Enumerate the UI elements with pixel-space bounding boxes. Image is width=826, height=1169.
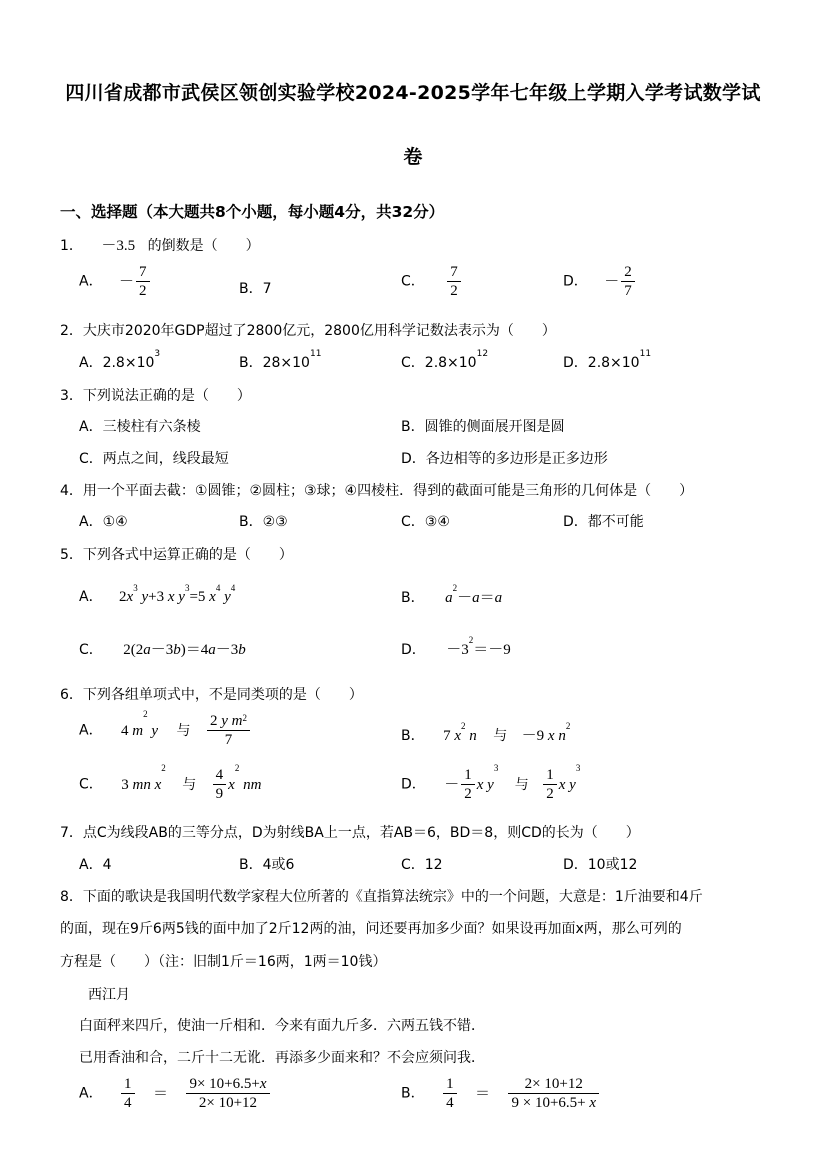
q5-option-c: C． 2(2a－3b)＝4a－3b xyxy=(79,642,246,658)
question-7: 7．点C为线段AB的三等分点，D为射线BA上一点，若AB＝6，BD＝8，则CD的长为（ ） xyxy=(60,825,640,841)
question-8: 8．下面的歌诀是我国明代数学家程大位所著的《直指算法统宗》中的一个问题，大意是：1斤油要和4斤 xyxy=(60,889,703,905)
fraction: $\frac{7}{2}$ xyxy=(447,263,461,300)
q8-option-a: A． $\frac{1}{4}$ ＝ $\frac{9\times 10+6.5+x}{2\times 10+12}$ xyxy=(79,1075,272,1112)
fraction: $\frac{1}{4}$ xyxy=(443,1075,457,1112)
fraction: $\frac{2}{7}$ xyxy=(621,263,635,300)
formula: $2x^3$ y+3 x $y^3=5$ $x^4$ $y^4$ xyxy=(119,583,236,605)
fraction: $\frac{9\times 10+6.5+x}{2\times 10+12}$ xyxy=(186,1075,269,1112)
fraction: $\frac{1}{2}$ xyxy=(543,766,557,803)
formula: 3 mn $x^2$ xyxy=(121,763,166,793)
poem-title: 西江月 xyxy=(88,987,130,1003)
q7-option-a: A．4 xyxy=(79,857,112,873)
q7-option-c: C．12 xyxy=(401,857,443,873)
question-3: 3．下列说法正确的是（ ） xyxy=(60,388,251,404)
fraction: $\frac{7}{2}$ xyxy=(136,263,150,300)
q3-option-a: A．三棱柱有六条棱 xyxy=(79,419,201,435)
q3-option-d: D．各边相等的多边形是正多边形 xyxy=(401,451,608,467)
exam-title: 四川省成都市武侯区领创实验学校2024-2025学年七年级上学期入学考试数学试 xyxy=(65,82,761,104)
q1-option-b: B．7 xyxy=(239,281,272,297)
poem-line-2: 已用香油和合，二斤十二无讹．再添多少面来和？不会应须问我． xyxy=(79,1050,485,1066)
question-4: 4．用一个平面去截：①圆锥；②圆柱；③球；④四棱柱．得到的截面可能是三角形的几何体是（ ） xyxy=(60,483,694,499)
section-heading: 一、选择题（本大题共8个小题，每小题4分，共32分） xyxy=(60,203,445,221)
q2-option-c: C．$2.8\times 10^{12}$ xyxy=(401,349,489,371)
q2-option-a: A．$2.8\times 10^3$ xyxy=(79,349,161,371)
q6-option-a: A． 4 $m^2$ y 与 $\frac{2 y m^2}{7}$ xyxy=(79,712,252,749)
q7-option-d: D．10或12 xyxy=(563,857,638,873)
q5-option-a: A． $2x^3$ y+3 x $y^3=5$ $x^4$ $y^4$ xyxy=(79,583,236,605)
q1-option-c: C． $\frac{7}{2}$ xyxy=(401,263,463,300)
q5-option-b: B． $a^2-a=a$ xyxy=(401,583,503,606)
q4-option-c: C．③④ xyxy=(401,514,450,530)
q4-option-b: B．②③ xyxy=(239,514,288,530)
q5-option-d: D． $-3^2=-9$ xyxy=(401,635,511,658)
question-8-line-3: 方程是（ ）（注：旧制1斤＝16两，1两＝10钱） xyxy=(60,954,387,970)
q4-option-a: A．①④ xyxy=(79,514,128,530)
poem-line-1: 白面秤来四斤，使油一斤相和．今来有面九斤多．六两五钱不错． xyxy=(79,1018,485,1034)
q4-option-d: D．都不可能 xyxy=(563,514,644,530)
fraction: $\frac{1}{2}$ xyxy=(461,766,475,803)
fraction: $\frac{1}{4}$ xyxy=(121,1075,135,1112)
formula: $-3^2=-9$ xyxy=(446,635,511,658)
question-2: 2．大庆市2020年GDP超过了2800亿元，2800亿用科学记数法表示为（ ） xyxy=(60,323,556,339)
formula: 2(2a－3b)＝4a－3b xyxy=(123,642,246,658)
formula: 4 $m^2$ y xyxy=(121,709,159,739)
q2-option-d: D．$2.8\times 10^{11}$ xyxy=(563,349,652,371)
q6-option-c: C． 3 mn $x^2$ 与 $\frac{4}{9}$ $x^2$ nm xyxy=(79,763,262,802)
question-8-line-2: 的面，现在9斤6两5钱的面中加了2斤12两的油，问还要再加多少面？如果设再加面x两，那么可列的 xyxy=(60,921,682,937)
q1-option-a: A． － $\frac{7}{2}$ xyxy=(79,263,152,300)
question-1: 1． －3.5 的倒数是（ ） xyxy=(60,238,260,254)
formula: $a^2-a=a$ xyxy=(445,583,503,606)
question-6: 6．下列各组单项式中，不是同类项的是（ ） xyxy=(60,687,363,703)
fraction: $\frac{2 y m^2}{7}$ xyxy=(207,712,250,749)
formula: －9 x $n^2$ xyxy=(521,721,571,744)
exam-title-continued: 卷 xyxy=(403,146,423,168)
q1-number: －3.5 xyxy=(101,238,136,254)
q6-option-d: D． － $\frac{1}{2}$ x $y^3$ 与 $\frac{1}{2}$ x $y^3$ xyxy=(401,763,581,802)
q7-option-b: B．4或6 xyxy=(239,857,295,873)
q3-option-b: B．圆锥的侧面展开图是圆 xyxy=(401,419,565,435)
q1-option-d: D． － $\frac{2}{7}$ xyxy=(563,263,637,300)
q2-option-b: B．$28\times 10^{11}$ xyxy=(239,349,322,371)
q8-option-b: B． $\frac{1}{4}$ ＝ $\frac{2\times 10+12}{9 \times 10+6.5+ x}$ xyxy=(401,1075,601,1112)
question-5: 5．下列各式中运算正确的是（ ） xyxy=(60,547,293,563)
formula: 7 $x^2$ n xyxy=(443,721,477,744)
fraction: $\frac{4}{9}$ xyxy=(213,766,227,803)
q3-option-c: C．两点之间，线段最短 xyxy=(79,451,229,467)
q6-option-b: B． 7 $x^2$ n 与 －9 x $n^2$ xyxy=(401,721,571,744)
fraction: $\frac{2\times 10+12}{9 \times 10+6.5+ x}$ xyxy=(508,1075,599,1112)
